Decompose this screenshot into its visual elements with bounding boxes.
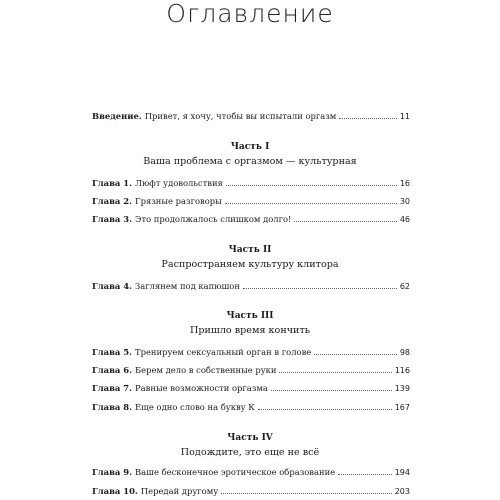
- entry-title: Передай другому: [140, 486, 219, 496]
- entry-title: Равные возможности оргазма: [135, 383, 268, 393]
- part-label: Часть I: [230, 142, 270, 152]
- page-number: 194: [394, 468, 410, 477]
- entry-label: Глава 1.: [92, 178, 133, 188]
- entry-label: Глава 7.: [92, 383, 133, 393]
- dot-leader: [226, 177, 397, 186]
- entry-label: Глава 9.: [92, 467, 133, 477]
- entry-label: Глава 5.: [92, 347, 133, 357]
- page-number: 30: [399, 197, 410, 206]
- toc-entry-chapter-5[interactable]: [92, 346, 410, 359]
- part-label: Часть IV: [227, 433, 273, 443]
- dot-leader: [271, 382, 392, 391]
- entry-title: Заглянем под капюшон: [135, 281, 240, 291]
- page-number: 11: [399, 112, 410, 121]
- entry-label: Глава 4.: [92, 281, 133, 291]
- entry-title: Привет, я хочу, чтобы вы испытали оргазм: [144, 111, 337, 121]
- entry-label: Глава 6.: [92, 365, 133, 375]
- toc-entry-chapter-9[interactable]: [92, 466, 410, 479]
- page-number: 16: [399, 179, 410, 188]
- dot-leader: [221, 485, 392, 494]
- page-title: Оглавление: [166, 0, 334, 28]
- entry-label: Глава 8.: [92, 402, 133, 412]
- toc-entry-chapter-8[interactable]: [92, 401, 410, 414]
- toc-entry-chapter-7[interactable]: [92, 382, 410, 395]
- toc-entry-intro[interactable]: [92, 110, 410, 123]
- page-number: 139: [394, 384, 410, 393]
- dot-leader: [258, 401, 392, 410]
- toc-entry-chapter-10[interactable]: [92, 485, 410, 498]
- toc-entry-chapter-1[interactable]: [92, 177, 410, 190]
- dot-leader: [314, 346, 397, 355]
- entry-title: Ваше бесконечное эротическое образование: [135, 467, 336, 477]
- part-title: Подождите, это еще не всё: [180, 447, 320, 458]
- dot-leader: [339, 110, 397, 119]
- dot-leader: [243, 280, 397, 289]
- dot-leader: [279, 364, 391, 373]
- part-title: Ваша проблема с оргазмом — культурная: [143, 156, 357, 167]
- entry-title: Еще одно слово на букву К: [135, 402, 255, 412]
- entry-label: Введение.: [92, 111, 142, 121]
- part-label: Часть III: [226, 311, 274, 321]
- toc-entry-chapter-4[interactable]: [92, 280, 410, 293]
- entry-title: Грязные разговоры: [135, 196, 222, 206]
- entry-title: Берем дело в собственные руки: [135, 365, 277, 375]
- page-number: 98: [399, 348, 410, 357]
- entry-title: Тренируем сексуальный орган в голове: [135, 347, 312, 357]
- toc-entry-chapter-6[interactable]: [92, 364, 410, 377]
- entry-title: Это продолжалось слишком долго!: [135, 214, 292, 224]
- part-title: Распространяем культуру клитора: [161, 259, 339, 270]
- entry-label: Глава 3.: [92, 214, 133, 224]
- part-label: Часть II: [228, 245, 272, 255]
- part-title: Пришло время кончить: [190, 325, 310, 336]
- page-number: 46: [399, 215, 410, 224]
- dot-leader: [225, 195, 397, 204]
- dot-leader: [294, 213, 396, 222]
- toc-entry-chapter-2[interactable]: [92, 195, 410, 208]
- dot-leader: [338, 466, 392, 475]
- entry-title: Люфт удовольствия: [135, 178, 223, 188]
- page-number: 116: [394, 366, 410, 375]
- entry-label: Глава 2.: [92, 196, 133, 206]
- page-number: 167: [394, 403, 410, 412]
- page-number: 62: [399, 282, 410, 291]
- entry-label: Глава 10.: [92, 486, 138, 496]
- toc-entry-chapter-3[interactable]: [92, 213, 410, 226]
- page-number: 203: [394, 487, 410, 496]
